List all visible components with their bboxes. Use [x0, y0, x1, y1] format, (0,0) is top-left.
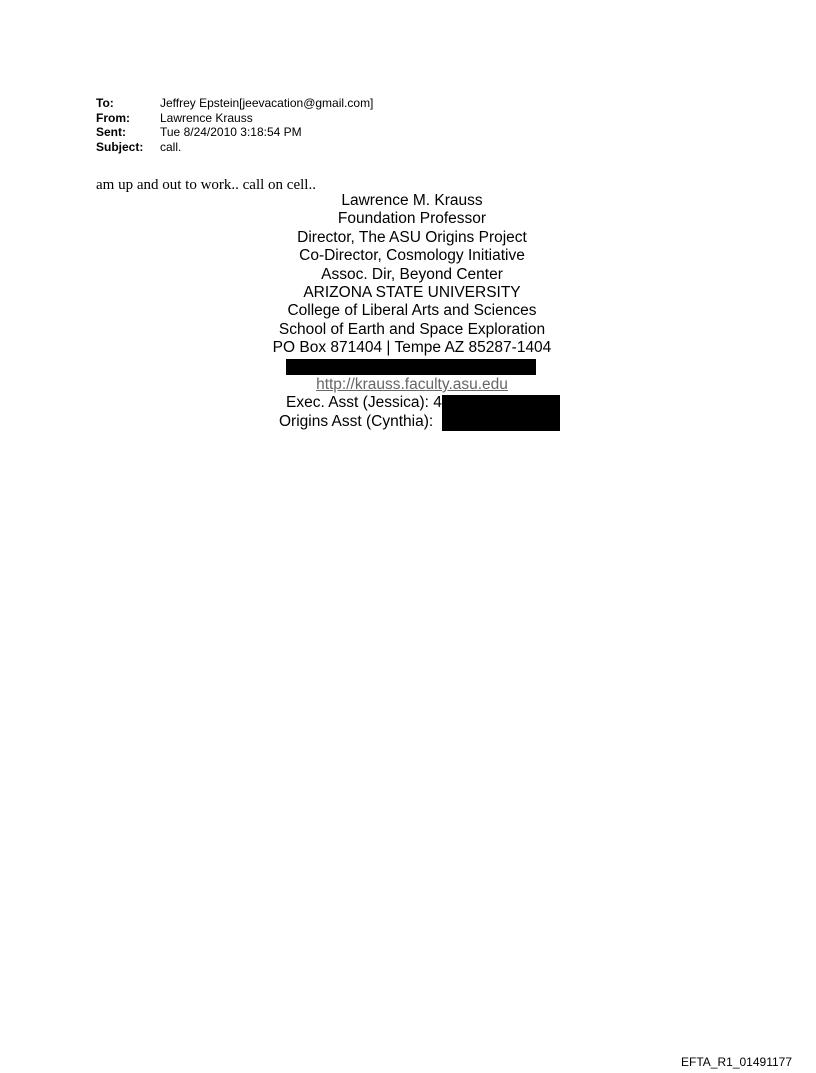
sent-value: Tue 8/24/2010 3:18:54 PM [160, 125, 302, 139]
from-label: From: [96, 110, 130, 125]
to-label: To: [96, 96, 114, 110]
signature-address: PO Box 871404 | Tempe AZ 85287-1404 [272, 339, 552, 357]
to-row [96, 96, 373, 111]
signature-name: Lawrence M. Krauss [341, 192, 483, 209]
document-id: EFTA_R1_01491177 [681, 1055, 792, 1069]
signature-university: ARIZONA STATE UNIVERSITY [303, 283, 521, 301]
signature-director: Director, The ASU Origins Project [297, 228, 527, 246]
sent-row [96, 125, 373, 140]
redacted-line [212, 358, 612, 376]
signature-co-director: Co-Director, Cosmology Initiative [299, 247, 525, 265]
exec-asst-text: Exec. Asst (Jessica): 4 [286, 394, 442, 412]
signature-website-line [212, 376, 612, 394]
sent-label: Sent: [96, 125, 126, 139]
subject-value: call. [160, 139, 182, 154]
subject-label: Subject: [96, 139, 144, 154]
from-value: Lawrence Krauss [160, 110, 253, 125]
from-row [96, 111, 373, 126]
faculty-website-link[interactable]: http://krauss.faculty.asu.edu [316, 375, 508, 393]
origins-asst-line [212, 413, 612, 431]
signature-assoc-dir: Assoc. Dir, Beyond Center [321, 265, 503, 283]
signature-title: Foundation Professor [337, 210, 487, 228]
signature-school: School of Earth and Space Exploration [278, 320, 546, 338]
exec-asst-line [212, 394, 612, 412]
signature-college: College of Liberal Arts and Sciences [287, 302, 537, 320]
origins-asst-text: Origins Asst (Cynthia): [279, 412, 434, 430]
email-body-text: am up and out to work.. call on cell.. [96, 177, 316, 193]
subject-row [96, 140, 373, 155]
to-value: Jeffrey Epstein[jeevacation@gmail.com] [160, 96, 374, 110]
email-signature [212, 192, 612, 431]
email-header [96, 96, 373, 154]
redaction-bar [286, 359, 536, 375]
